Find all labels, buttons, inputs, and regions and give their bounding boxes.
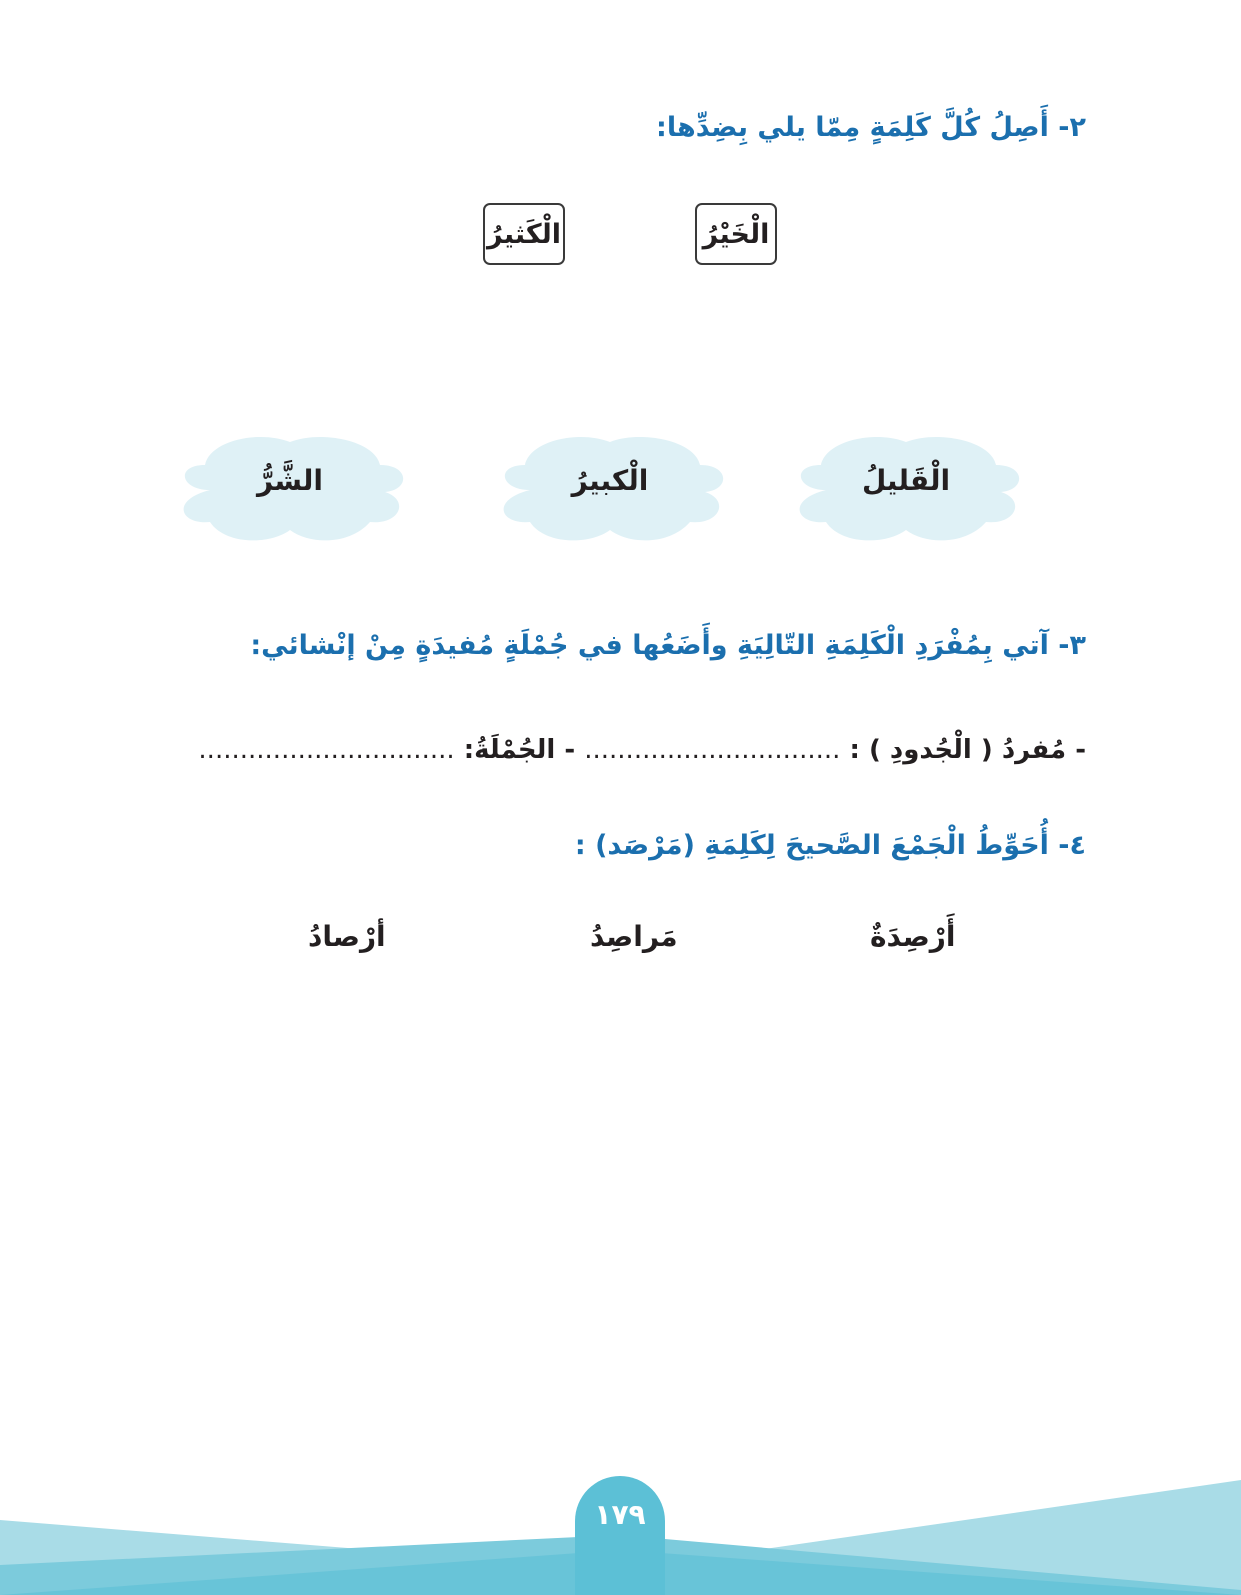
cloud-label: الْكبيرُ — [571, 464, 649, 497]
word-box-kathir[interactable]: الْكَثيرُ — [483, 203, 565, 265]
cloud-kabir[interactable] — [490, 430, 730, 545]
sentence-label: - الجُمْلَةُ: — [463, 735, 576, 765]
sentence-answer-blank[interactable]: ............................... — [198, 735, 455, 765]
word-box-khayr[interactable]: الْخَيْرُ — [695, 203, 777, 265]
choice-marasid[interactable]: مَراصِدُ — [590, 920, 678, 953]
question-3-title: ٣- آتي بِمُفْرَدِ الْكَلِمَةِ التّالِيَةِ وأَضَعُها في جُمْلَةٍ مُفيدَةٍ مِنْ إنْشائي: — [250, 630, 1086, 661]
singular-answer-blank[interactable]: ............................... — [584, 735, 841, 765]
cloud-label: الشَّرُّ — [256, 464, 324, 497]
singular-answer-line — [198, 735, 1086, 765]
singular-label: - مُفردُ ( الْجُدودِ ) : — [849, 735, 1086, 765]
choice-arsida[interactable]: أَرْصِدَةٌ — [870, 920, 956, 953]
question-2-title: ٢- أَصِلُ كُلَّ كَلِمَةٍ مِمّا يلي بِضِدِّها: — [656, 112, 1086, 143]
page-number: ١٧٩ — [575, 1476, 665, 1595]
cloud-qalil[interactable] — [786, 430, 1026, 545]
question-4-title: ٤- أُحَوِّطُ الْجَمْعَ الصَّحيحَ لِكَلِمَةِ (مَرْصَد) : — [574, 830, 1086, 861]
cloud-sharr[interactable] — [170, 430, 410, 545]
choice-arsad[interactable]: أرْصادُ — [308, 920, 386, 953]
cloud-label: الْقَليلُ — [861, 464, 951, 497]
